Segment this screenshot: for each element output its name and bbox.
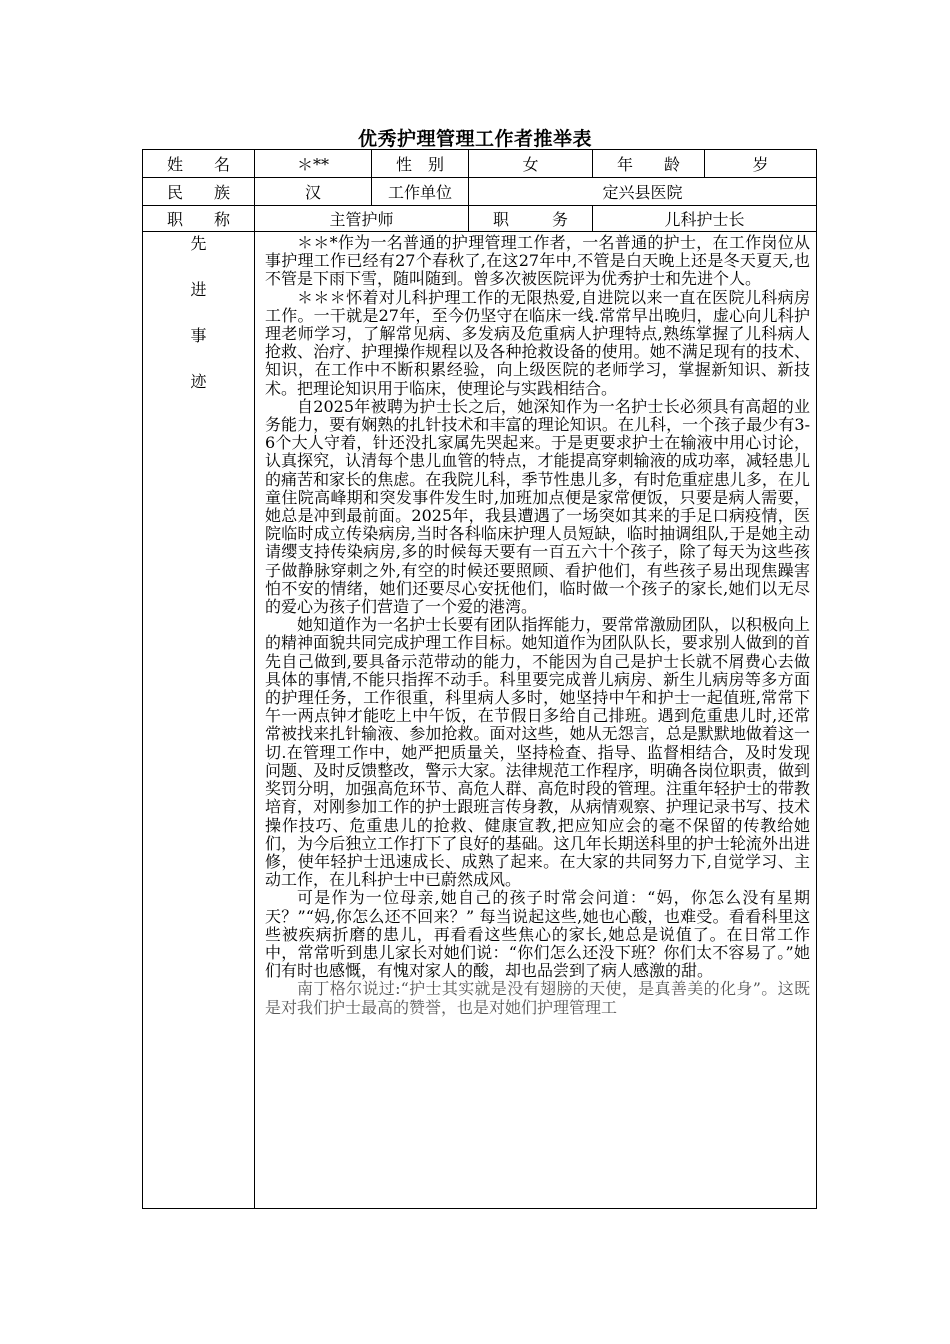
deeds-paragraph: ＊＊＊怀着对儿科护理工作的无限热爱,自进院以来一直在医院儿科病房工作。一干就是27年，至今仍坚守在临床一线.常常早出晚归，虚心向儿科护理老师学习，了解常见病、多发病及危重病人护理特点,熟练掌握了儿科病人抢救、治疗、护理操作规程以及各种抢救设备的使用。她不满足现有的技术、知识，在工作中不断积累经验，向上级医院的老师学习，掌握新知识、新技术。把理论知识用于临床，使理论与实践相结合。 bbox=[265, 287, 810, 398]
form-row-position bbox=[143, 206, 817, 232]
age-value: 岁 bbox=[705, 150, 817, 178]
form-row-deeds bbox=[143, 232, 817, 1209]
form-row-unit bbox=[143, 178, 817, 206]
deeds-label-char: 先 bbox=[190, 234, 207, 253]
deeds-body bbox=[255, 232, 816, 1208]
deeds-label-char: 迹 bbox=[190, 372, 207, 391]
deeds-paragraph: 她知道作为一名护士长要有团队指挥能力，要常常激励团队，以积极向上的精神面貌共同完成护理工作目标。她知道作为团队队长，要求别人做到的首先自己做到,要具备示范带动的能力，不能因为自己是护士长就不屑费心去做具体的事情,不能只指挥不动手。科里要完成普儿病房、新生儿病房等多方面的护理任务，工作很重，科里病人多时，她坚持中午和护士一起值班,常常下午一两点钟才能吃上中午饭，在节假日多给自己排班。遇到危重患儿时,还常常被找来扎针输液、参加抢救。面对这些，她从无怨言，总是默默地做着这一切.在管理工作中，她严把质量关，坚持检查、指导、监督相结合，及时发现问题、及时反馈整改，警示大家。法律规范工作程序，明确各岗位职责，做到奖罚分明，加强高危环节、高危人群、高危时段的管理。注重年轻护士的带教培育，对刚参加工作的护士跟班言传身教，从病情观察、护理记录书写、技术操作技巧、危重患儿的抢救、健康宣教,把应知应会的毫不保留的传教给她们，为今后独立工作打下了良好的基础。这几年长期送科里的护士轮流外出进修，使年轻护士迅速成长、成熟了起来。在大家的共同努力下,自觉学习、主动工作，在儿科护士中已蔚然成风。 bbox=[265, 615, 810, 890]
nomination-form-table bbox=[142, 149, 817, 1209]
deeds-paragraph: 南丁格尔说过:“护士其实就是没有翅膀的天使，是真善美的化身”。这既是对我们护士最高的赞誉，也是对她们护理管理工 bbox=[265, 979, 810, 1017]
deeds-label-char: 进 bbox=[190, 280, 207, 299]
deeds-paragraph: 自2025年被聘为护士长之后，她深知作为一名护士长必须具有高超的业务能力，要有娴熟的扎针技术和丰富的理论知识。在儿科，一个孩子最少有3-6个大人守着，针还没扎家属先哭起来。于是更要求护士在输液中用心讨论，认真探究，认清每个患儿血管的特点，才能提高穿刺输液的成功率，减轻患儿的痛苦和家长的焦虑。在我院儿科，季节性患儿多，有时危重症患儿多，在儿童住院高峰期和突发事件发生时,加班加点便是家常便饭，只要是病人需要，她总是冲到最前面。2025年，我县遭遇了一场突如其来的手足口病疫情，医院临时成立传染病房,当时各科临床护理人员短缺，临时抽调组队,于是她主动请缨支持传染病房,多的时候每天要有一百五六十个孩子，除了每天为这些孩子做静脉穿刺之外,有空的时候还要照顾、看护他们，有些孩子易出现焦躁害怕不安的情绪，她们还要尽心安抚他们，临时做一个孩子的家长,她们以无尽的爱心为孩子们营造了一个爱的港湾。 bbox=[265, 396, 810, 617]
age-label: 年龄 bbox=[593, 150, 705, 178]
gender-label: 性别 bbox=[372, 150, 469, 178]
form-row-basic bbox=[143, 150, 817, 178]
ethnicity-label: 民族 bbox=[143, 178, 255, 206]
position-value: 儿科护士长 bbox=[593, 206, 817, 232]
workplace-label: 工作单位 bbox=[372, 178, 469, 206]
name-value: ＊** bbox=[255, 150, 372, 178]
gender-value: 女 bbox=[469, 150, 593, 178]
title-value: 主管护师 bbox=[255, 206, 469, 232]
ethnicity-value: 汉 bbox=[255, 178, 372, 206]
title-label: 职称 bbox=[143, 206, 255, 232]
deeds-content-cell bbox=[255, 232, 817, 1209]
deeds-paragraph: 可是作为一位母亲,她自己的孩子时常会问道：“妈，你怎么没有星期天？”“妈,你怎么还不回来？” 每当说起这些,她也心酸，也难受。看看科里这些被疾病折磨的患儿，再看看这些焦心的家长,她总是说值了。在日常工作中，常常听到患儿家长对她们说：“你们怎么还没下班？你们太不容易了。”她们有时也感慨，有愧对家人的酸，却也品尝到了病人感激的甜。 bbox=[265, 888, 810, 981]
name-label: 姓名 bbox=[143, 150, 255, 178]
deeds-label bbox=[143, 232, 254, 418]
workplace-value: 定兴县医院 bbox=[469, 178, 817, 206]
position-label: 职务 bbox=[469, 206, 593, 232]
page-title: 优秀护理管理工作者推举表 bbox=[357, 128, 592, 150]
deeds-label-char: 事 bbox=[190, 326, 207, 345]
deeds-paragraph: ＊＊*作为一名普通的护理管理工作者，一名普通的护士，在工作岗位从事护理工作已经有27个春秋了,在这27年中,不管是白天晚上还是冬天夏天,也不管是下雨下雪，随叫随到。曾多次被医院评为优秀护士和先进个人。 bbox=[265, 233, 810, 289]
deeds-label-cell bbox=[143, 232, 255, 1209]
